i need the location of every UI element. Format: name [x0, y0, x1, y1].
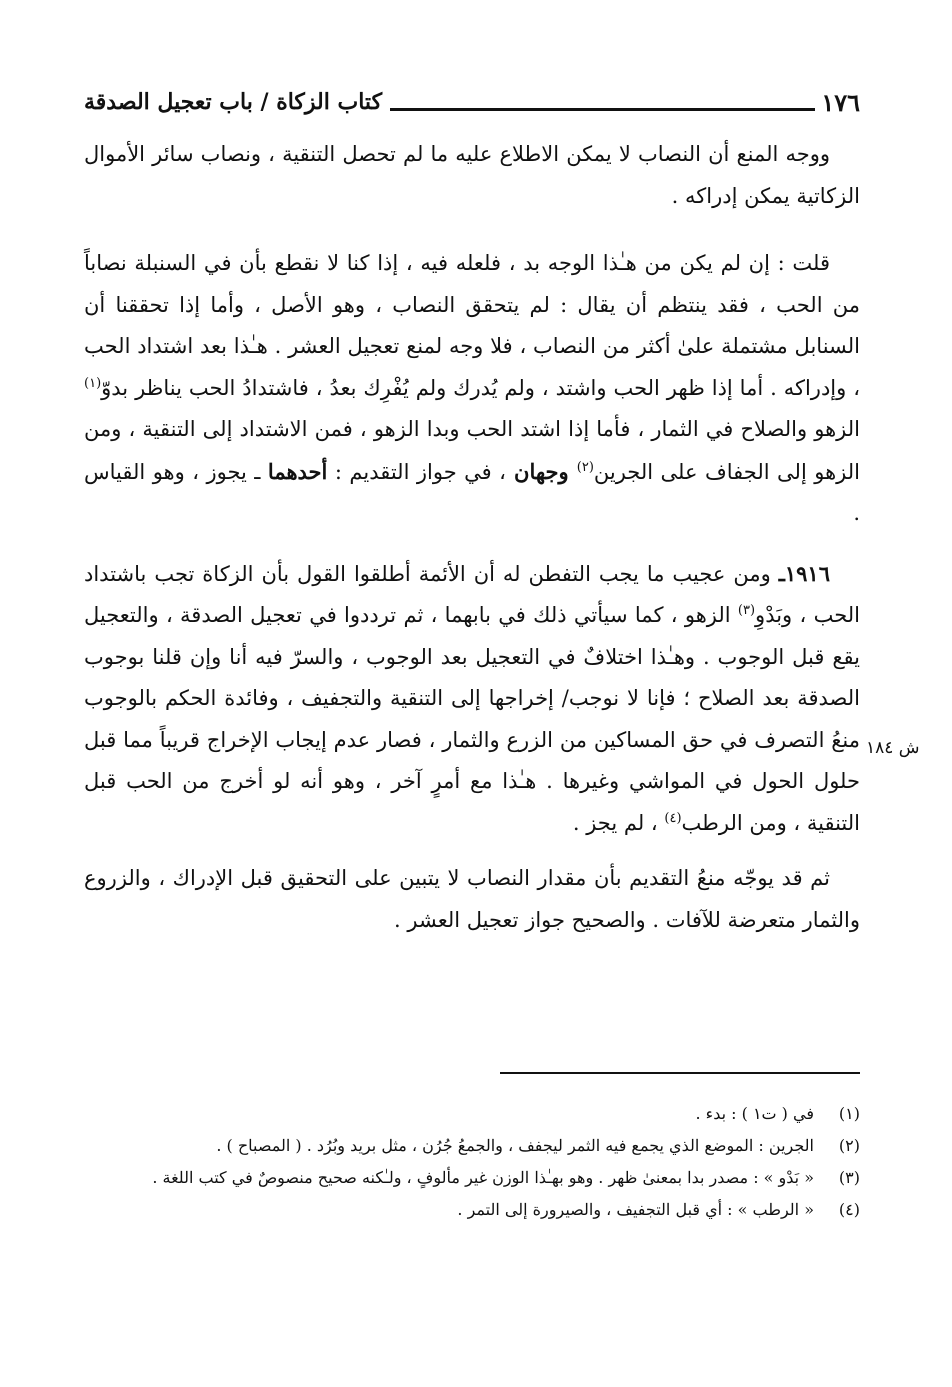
paragraph-2-text: قلت : إن لم يكن من هـٰذا الوجه بد ، فلعله فيه ، إذا كنا لا نقطع بأن في السنبلة نصاباً من الحب ، فقد ينتظم أن يقال : لم يتحقق النصاب ، وهو الأصل ، وأما إذا تحققنا أن السنابل مشتملة علىٰ أكثر من النصاب ، فلا وجه لمنع تعجيل العشر . هـٰذا بعد اشتداد الحب ، وإدراكه . أما إذا ظهر الحب واشتد ، ولم يُدرك ولم يُفْرِك بعدُ ، فاشتدادُ الحب يناظر بدوّ: [84, 251, 860, 400]
paragraph-3-text-b: الزهو ، كما سيأتي ذلك في بابهما ، ثم ترددوا في تعجيل الصدقة ، والتعجيل يقع قبل الوجوب . وهـٰذا اختلافٌ في التعجيل بعد الوجوب ، والسرّ فيه أنا وإن قلنا بوجوب الصدقة بعد الصلاح ؛ فإنا لا نوجب/ إخراجها إلى التنقية والتجفيف ، وفائدة الحكم بالوجوب منعُ التصرف في حق المساكين من الزرع والثمار ، فصار عدم إيجاب الإخراج قريباً مما قبل حلول الحول في المواشي وغيرها . هـٰذا مع أمرٍ آخر ، وهو أنه لو أخرج من الحب قبل التنقية ، ومن الرطب: [84, 603, 860, 835]
footnote-ref-4[interactable]: (٤): [664, 810, 682, 826]
footnote-number: (٢): [838, 1136, 860, 1155]
paragraph-2-text-c: ، في جواز التقديم :: [327, 459, 506, 484]
footnotes: [84, 1098, 860, 1226]
paragraph-1: ووجه المنع أن النصاب لا يمكن الاطلاع عليه ما لم تحصل التنقية ، ونصاب سائر الأموال الزكاتية يمكن إدراكه .: [84, 142, 860, 208]
header-rule: [390, 94, 815, 111]
footnote-number: (٤): [838, 1200, 860, 1219]
footnote-text: « بَدْو » : مصدر بدا بمعنىٰ ظهر . وهو بهـٰذا الوزن غير مألوفٍ ، ولـٰكنه صحيح منصوصٌ في كتب اللغة .: [152, 1168, 814, 1187]
footnote: [84, 1130, 860, 1162]
bold-term-ahaduhuma: أحدهما: [267, 458, 328, 484]
footnote-text: « الرطب » : أي قبل التجفيف ، والصيرورة إلى التمر .: [457, 1200, 814, 1219]
footnote: [84, 1194, 860, 1226]
footnote-number: (٣): [838, 1168, 860, 1187]
main-text: [84, 134, 860, 941]
footnote-separator: [500, 1072, 860, 1074]
footnote-ref-3[interactable]: (٣): [737, 603, 756, 618]
paragraph-3-text: ومن عجيب ما يجب التفطن له أن الأئمة أطلقوا القول بأن الزكاة تجب باشتداد الحب ، وبَدْوِ: [84, 561, 861, 627]
footnote-text: الجرين : الموضع الذي يجمع فيه الثمر ليجفف ، والجمعُ جُرُن ، مثل بريد وبُرُد . ( المصباح ) .: [216, 1136, 814, 1155]
footnote: [84, 1098, 860, 1130]
running-title: كتاب الزكاة / باب تعجيل الصدقة: [84, 89, 383, 115]
page-header: [84, 84, 860, 120]
paragraph-4: ثم قد يوجّه منعُ التقديم بأن مقدار النصاب لا يتبين على التحقيق قبل الإدراك ، والزروع والثمار متعرضة للآفات . والصحيح جواز تعجيل العشر .: [84, 866, 860, 932]
bold-term-wajhan: وجهان: [505, 458, 577, 484]
footnote-ref-2[interactable]: (٢): [576, 459, 594, 475]
paragraph-2-text-b: الزهو والصلاح في الثمار ، فأما إذا اشتد الحب وبدا الزهو ، فمن الاشتداد إلى التنقية ، ومن الزهو إلى الجفاف على الجرين: [84, 417, 860, 484]
page-number: ١٧٦: [821, 87, 860, 117]
section-number: ١٩١٦ـ: [778, 560, 830, 586]
footnote-number: (١): [838, 1104, 860, 1123]
footnote-ref-1[interactable]: (١): [84, 375, 102, 391]
paragraph-3: [84, 553, 860, 845]
manuscript-page-marker: ش ١٨٤: [866, 738, 920, 758]
paragraph-2-text-d: ـ يجوز ، وهو القياس .: [84, 459, 860, 525]
paragraph-2: [84, 243, 860, 535]
footnote-text: في ( ت١ ) : بدء .: [695, 1104, 814, 1123]
paragraph-3-text-c: ، لم يجز .: [572, 810, 665, 835]
footnote: [84, 1162, 860, 1194]
